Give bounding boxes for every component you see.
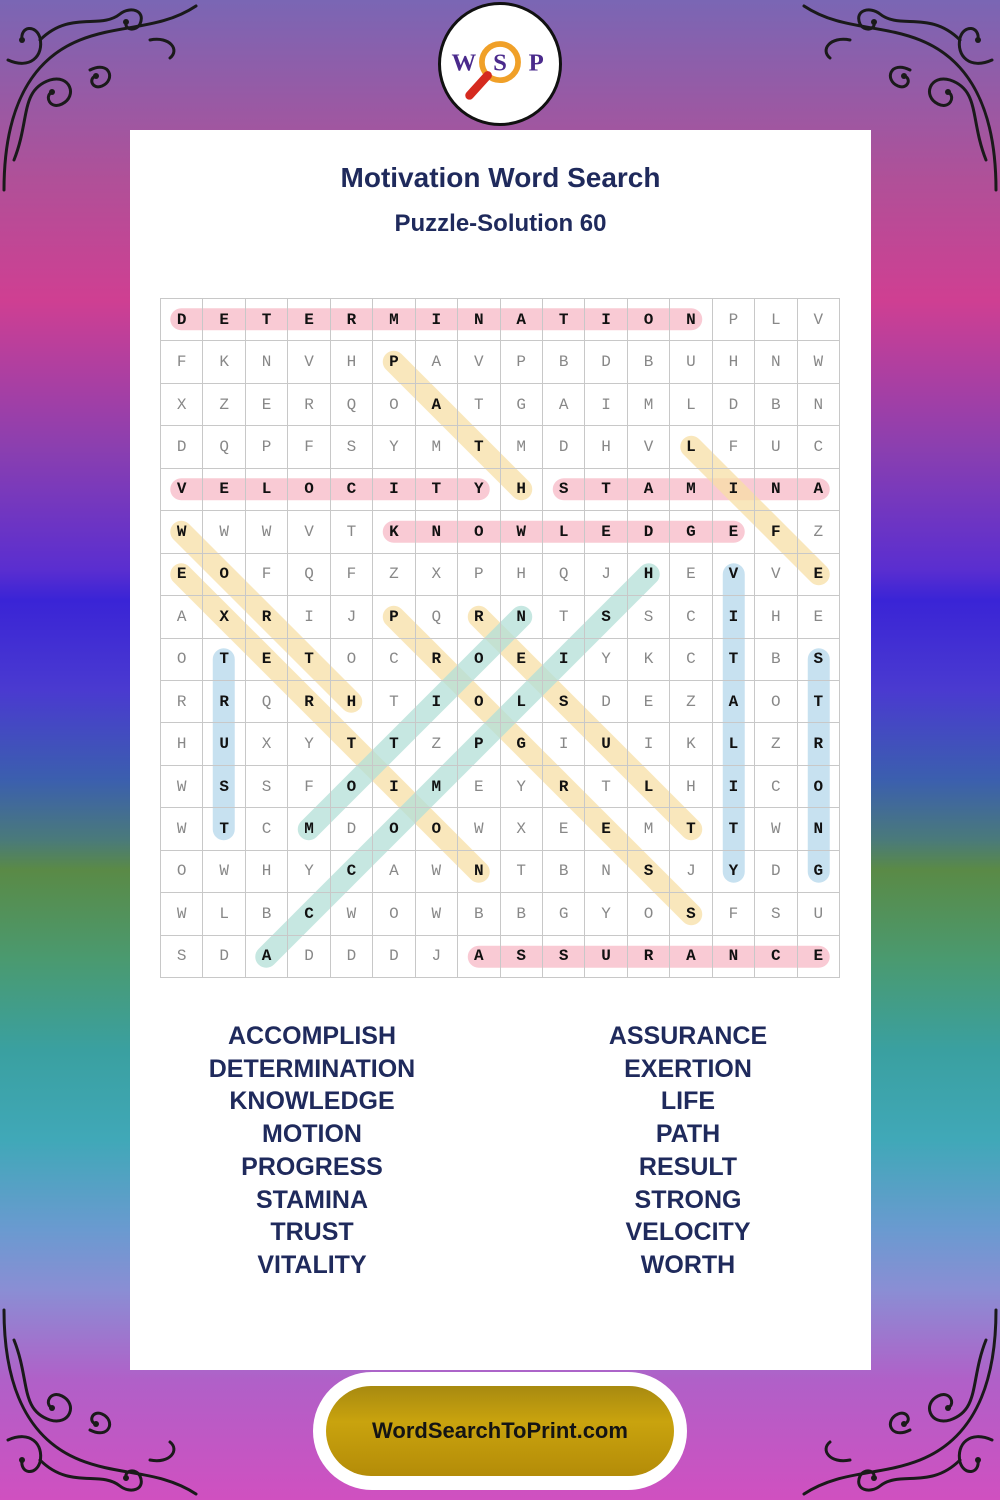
grid-cell: L (713, 723, 755, 765)
grid-cell: A (501, 299, 543, 341)
grid-cell: S (670, 893, 712, 935)
grid-cell: T (288, 639, 330, 681)
grid-cell: S (585, 596, 627, 638)
grid-cell: Y (288, 851, 330, 893)
grid-cell: H (501, 469, 543, 511)
grid-cell: D (713, 384, 755, 426)
word-search-grid (160, 298, 840, 978)
grid-cell: T (416, 469, 458, 511)
grid-cell: G (798, 851, 840, 893)
grid-cell: C (373, 639, 415, 681)
grid-cell: D (585, 681, 627, 723)
grid-cell: J (416, 936, 458, 978)
grid-cell: M (373, 299, 415, 341)
word-list-item: ACCOMPLISH (227, 1022, 397, 1050)
grid-cell: J (331, 596, 373, 638)
grid-cell: O (161, 639, 203, 681)
grid-cell: Y (501, 766, 543, 808)
grid-cell: W (755, 808, 797, 850)
grid-cell: P (373, 341, 415, 383)
grid-cell: G (670, 511, 712, 553)
grid-cell: W (501, 511, 543, 553)
grid-cell: H (713, 341, 755, 383)
grid-cell: L (670, 426, 712, 468)
grid-cell: V (161, 469, 203, 511)
grid-cell: I (543, 723, 585, 765)
logo-letter-s: S (493, 49, 507, 77)
grid-cell: T (713, 808, 755, 850)
grid-cell: T (798, 681, 840, 723)
grid-cell: D (331, 936, 373, 978)
grid-cell: B (458, 893, 500, 935)
grid-cell: Y (373, 426, 415, 468)
grid-cell: M (416, 766, 458, 808)
grid-cell: D (161, 299, 203, 341)
letter-grid (160, 298, 840, 978)
grid-cell: Y (288, 723, 330, 765)
grid-cell: I (713, 596, 755, 638)
word-list-item: VELOCITY (625, 1218, 751, 1247)
grid-cell: P (501, 341, 543, 383)
grid-cell: M (416, 426, 458, 468)
grid-cell: O (458, 681, 500, 723)
grid-cell: O (458, 639, 500, 681)
grid-cell: W (161, 511, 203, 553)
grid-cell: I (288, 596, 330, 638)
grid-cell: R (416, 639, 458, 681)
grid-cell: W (416, 851, 458, 893)
grid-cell: I (373, 469, 415, 511)
grid-cell: O (373, 808, 415, 850)
grid-cell: D (628, 511, 670, 553)
grid-cell: I (416, 299, 458, 341)
grid-cell: I (713, 469, 755, 511)
grid-cell: L (628, 766, 670, 808)
grid-cell: H (670, 766, 712, 808)
grid-cell: C (670, 639, 712, 681)
grid-cell: U (585, 723, 627, 765)
grid-cell: S (331, 426, 373, 468)
grid-cell: W (203, 851, 245, 893)
grid-cell: X (246, 723, 288, 765)
grid-cell: Z (416, 723, 458, 765)
grid-cell: W (458, 808, 500, 850)
grid-cell: R (203, 681, 245, 723)
grid-cell: A (628, 469, 670, 511)
grid-cell: W (161, 893, 203, 935)
word-list-item: STAMINA (255, 1185, 369, 1214)
grid-cell: Z (373, 554, 415, 596)
grid-cell: S (755, 893, 797, 935)
grid-cell: F (288, 766, 330, 808)
grid-cell: O (416, 808, 458, 850)
grid-cell: N (585, 851, 627, 893)
logo-letter-p: P (528, 49, 544, 77)
grid-cell: F (713, 426, 755, 468)
grid-cell: N (713, 936, 755, 978)
grid-cell: I (585, 384, 627, 426)
grid-cell: O (331, 639, 373, 681)
word-list-item: DETERMINATION (208, 1054, 416, 1083)
grid-cell: T (670, 808, 712, 850)
grid-cell: M (628, 384, 670, 426)
grid-cell: E (458, 766, 500, 808)
grid-cell: D (288, 936, 330, 978)
grid-cell: N (798, 808, 840, 850)
grid-cell: M (670, 469, 712, 511)
grid-cell: K (373, 511, 415, 553)
grid-cell: K (670, 723, 712, 765)
grid-cell: D (161, 426, 203, 468)
page-subtitle: Puzzle-Solution 60 (394, 210, 607, 237)
grid-cell: E (628, 681, 670, 723)
grid-cell: S (246, 766, 288, 808)
grid-cell: L (203, 893, 245, 935)
grid-cell: U (670, 341, 712, 383)
grid-cell: A (161, 596, 203, 638)
grid-cell: A (373, 851, 415, 893)
grid-cell: T (713, 639, 755, 681)
grid-cell: T (246, 299, 288, 341)
grid-cell: W (161, 766, 203, 808)
grid-cell: T (373, 681, 415, 723)
site-label: WordSearchToPrint.com (372, 1418, 628, 1443)
grid-cell: H (628, 554, 670, 596)
grid-cell: T (331, 723, 373, 765)
grid-cell: O (458, 511, 500, 553)
grid-cell: N (458, 299, 500, 341)
grid-cell: C (331, 469, 373, 511)
grid-cell: H (501, 554, 543, 596)
grid-cell: S (798, 639, 840, 681)
grid-cell: H (331, 681, 373, 723)
grid-cell: B (246, 893, 288, 935)
grid-cell: P (458, 723, 500, 765)
grid-cell: E (246, 384, 288, 426)
grid-cell: W (798, 341, 840, 383)
grid-cell: Q (543, 554, 585, 596)
grid-cell: S (543, 681, 585, 723)
grid-cell: O (331, 766, 373, 808)
grid-cell: Q (203, 426, 245, 468)
grid-cell: I (416, 681, 458, 723)
grid-cell: I (585, 299, 627, 341)
grid-cell: N (416, 511, 458, 553)
grid-cell: X (161, 384, 203, 426)
grid-cell: W (331, 893, 373, 935)
site-link[interactable] (326, 1386, 674, 1476)
grid-cell: D (331, 808, 373, 850)
grid-cell: A (246, 936, 288, 978)
grid-cell: B (501, 893, 543, 935)
grid-cell: S (628, 596, 670, 638)
grid-cell: B (755, 639, 797, 681)
grid-cell: F (161, 341, 203, 383)
grid-cell: D (203, 936, 245, 978)
grid-cell: A (543, 384, 585, 426)
grid-cell: B (543, 851, 585, 893)
grid-cell: K (628, 639, 670, 681)
grid-cell: U (585, 936, 627, 978)
grid-cell: Z (755, 723, 797, 765)
grid-cell: E (670, 554, 712, 596)
grid-cell: R (458, 596, 500, 638)
grid-cell: E (501, 639, 543, 681)
grid-cell: T (373, 723, 415, 765)
grid-cell: T (203, 639, 245, 681)
grid-cell: Q (416, 596, 458, 638)
grid-cell: W (416, 893, 458, 935)
grid-cell: A (458, 936, 500, 978)
grid-cell: X (203, 596, 245, 638)
grid-cell: L (501, 681, 543, 723)
grid-cell: T (203, 808, 245, 850)
grid-cell: N (246, 341, 288, 383)
grid-cell: A (670, 936, 712, 978)
grid-cell: K (203, 341, 245, 383)
grid-cell: L (670, 384, 712, 426)
grid-cell: D (543, 426, 585, 468)
word-list-item: MOTION (262, 1120, 362, 1149)
grid-cell: V (713, 554, 755, 596)
grid-cell: B (628, 341, 670, 383)
grid-cell: W (161, 808, 203, 850)
grid-cell: E (585, 511, 627, 553)
grid-cell: O (373, 893, 415, 935)
grid-cell: E (798, 936, 840, 978)
grid-cell: I (373, 766, 415, 808)
grid-cell: G (543, 893, 585, 935)
grid-cell: C (288, 893, 330, 935)
word-list-left (162, 1020, 462, 1282)
grid-cell: U (755, 426, 797, 468)
grid-cell: F (246, 554, 288, 596)
grid-cell: E (203, 299, 245, 341)
word-list-item: TRUST (270, 1218, 354, 1247)
grid-cell: R (288, 681, 330, 723)
grid-cell: V (628, 426, 670, 468)
grid-cell: G (501, 723, 543, 765)
grid-cell: W (246, 511, 288, 553)
grid-cell: S (203, 766, 245, 808)
grid-cell: A (416, 341, 458, 383)
grid-cell: X (416, 554, 458, 596)
grid-cell: R (628, 936, 670, 978)
word-list-item: PROGRESS (241, 1152, 383, 1181)
word-list-item: LIFE (660, 1087, 716, 1116)
grid-cell: H (246, 851, 288, 893)
word-list-item: KNOWLEDGE (229, 1087, 395, 1116)
grid-cell: Q (331, 384, 373, 426)
grid-cell: D (585, 341, 627, 383)
grid-cell: O (628, 893, 670, 935)
grid-cell: N (670, 299, 712, 341)
grid-cell: S (543, 469, 585, 511)
grid-cell: H (755, 596, 797, 638)
grid-cell: L (755, 299, 797, 341)
grid-cell: R (543, 766, 585, 808)
grid-cell: J (670, 851, 712, 893)
grid-cell: O (203, 554, 245, 596)
grid-cell: V (458, 341, 500, 383)
grid-cell: E (288, 299, 330, 341)
grid-cell: F (755, 511, 797, 553)
grid-cell: H (161, 723, 203, 765)
grid-cell: F (288, 426, 330, 468)
grid-cell: O (161, 851, 203, 893)
grid-cell: E (713, 511, 755, 553)
grid-cell: C (755, 766, 797, 808)
grid-cell: N (755, 469, 797, 511)
grid-cell: I (713, 766, 755, 808)
grid-cell: G (501, 384, 543, 426)
grid-cell: I (628, 723, 670, 765)
grid-cell: N (458, 851, 500, 893)
grid-cell: U (798, 893, 840, 935)
grid-cell: T (331, 511, 373, 553)
word-list-item: EXERTION (624, 1054, 752, 1083)
grid-cell: H (331, 341, 373, 383)
grid-cell: O (628, 299, 670, 341)
grid-cell: S (161, 936, 203, 978)
grid-cell: Q (288, 554, 330, 596)
grid-cell: V (288, 341, 330, 383)
grid-cell: T (543, 299, 585, 341)
grid-cell: Y (585, 639, 627, 681)
grid-cell: M (501, 426, 543, 468)
grid-cell: Z (203, 384, 245, 426)
grid-cell: E (585, 808, 627, 850)
grid-cell: T (501, 851, 543, 893)
grid-cell: F (331, 554, 373, 596)
grid-cell: T (458, 426, 500, 468)
grid-cell: A (798, 469, 840, 511)
logo-letter-w: W (451, 49, 477, 77)
word-list-item: STRONG (634, 1185, 742, 1214)
grid-cell: S (543, 936, 585, 978)
word-list-item: ASSURANCE (608, 1022, 768, 1050)
page-title: Motivation Word Search (340, 162, 661, 193)
grid-cell: E (798, 596, 840, 638)
grid-cell: J (585, 554, 627, 596)
grid-cell: M (288, 808, 330, 850)
grid-cell: B (755, 384, 797, 426)
grid-cell: N (501, 596, 543, 638)
grid-cell: S (501, 936, 543, 978)
grid-cell: D (755, 851, 797, 893)
grid-cell: Z (798, 511, 840, 553)
grid-cell: E (203, 469, 245, 511)
grid-cell: P (373, 596, 415, 638)
grid-cell: R (161, 681, 203, 723)
grid-cell: T (458, 384, 500, 426)
grid-cell: E (798, 554, 840, 596)
grid-cell: C (246, 808, 288, 850)
grid-cell: X (501, 808, 543, 850)
word-list-right (538, 1020, 838, 1282)
grid-cell: O (373, 384, 415, 426)
grid-cell: F (713, 893, 755, 935)
grid-cell: T (585, 469, 627, 511)
grid-cell: Z (670, 681, 712, 723)
grid-cell: A (713, 681, 755, 723)
grid-cell: U (203, 723, 245, 765)
grid-cell: H (585, 426, 627, 468)
grid-cell: E (543, 808, 585, 850)
grid-cell: S (628, 851, 670, 893)
grid-cell: Q (246, 681, 288, 723)
word-list-item: PATH (655, 1120, 721, 1149)
grid-cell: R (331, 299, 373, 341)
grid-cell: R (288, 384, 330, 426)
grid-cell: Y (713, 851, 755, 893)
grid-cell: M (628, 808, 670, 850)
grid-cell: L (543, 511, 585, 553)
grid-cell: Y (458, 469, 500, 511)
grid-cell: W (203, 511, 245, 553)
grid-cell: N (798, 384, 840, 426)
grid-cell: P (246, 426, 288, 468)
grid-cell: O (755, 681, 797, 723)
grid-cell: T (585, 766, 627, 808)
grid-cell: V (755, 554, 797, 596)
grid-cell: P (458, 554, 500, 596)
grid-cell: B (543, 341, 585, 383)
grid-cell: R (798, 723, 840, 765)
grid-cell: D (373, 936, 415, 978)
grid-cell: Y (585, 893, 627, 935)
grid-cell: O (798, 766, 840, 808)
grid-cell: V (798, 299, 840, 341)
word-list-item: WORTH (640, 1250, 736, 1279)
grid-cell: R (246, 596, 288, 638)
grid-cell: V (288, 511, 330, 553)
grid-cell: A (416, 384, 458, 426)
word-list-item: VITALITY (257, 1250, 367, 1279)
grid-cell: E (246, 639, 288, 681)
grid-cell: C (331, 851, 373, 893)
grid-cell: P (713, 299, 755, 341)
wsp-logo (438, 2, 562, 126)
grid-cell: T (543, 596, 585, 638)
grid-cell: E (161, 554, 203, 596)
word-list-item: RESULT (638, 1152, 738, 1181)
grid-cell: C (670, 596, 712, 638)
grid-cell: I (543, 639, 585, 681)
grid-cell: L (246, 469, 288, 511)
grid-cell: O (288, 469, 330, 511)
grid-cell: C (798, 426, 840, 468)
grid-cell: N (755, 341, 797, 383)
grid-cell: C (755, 936, 797, 978)
